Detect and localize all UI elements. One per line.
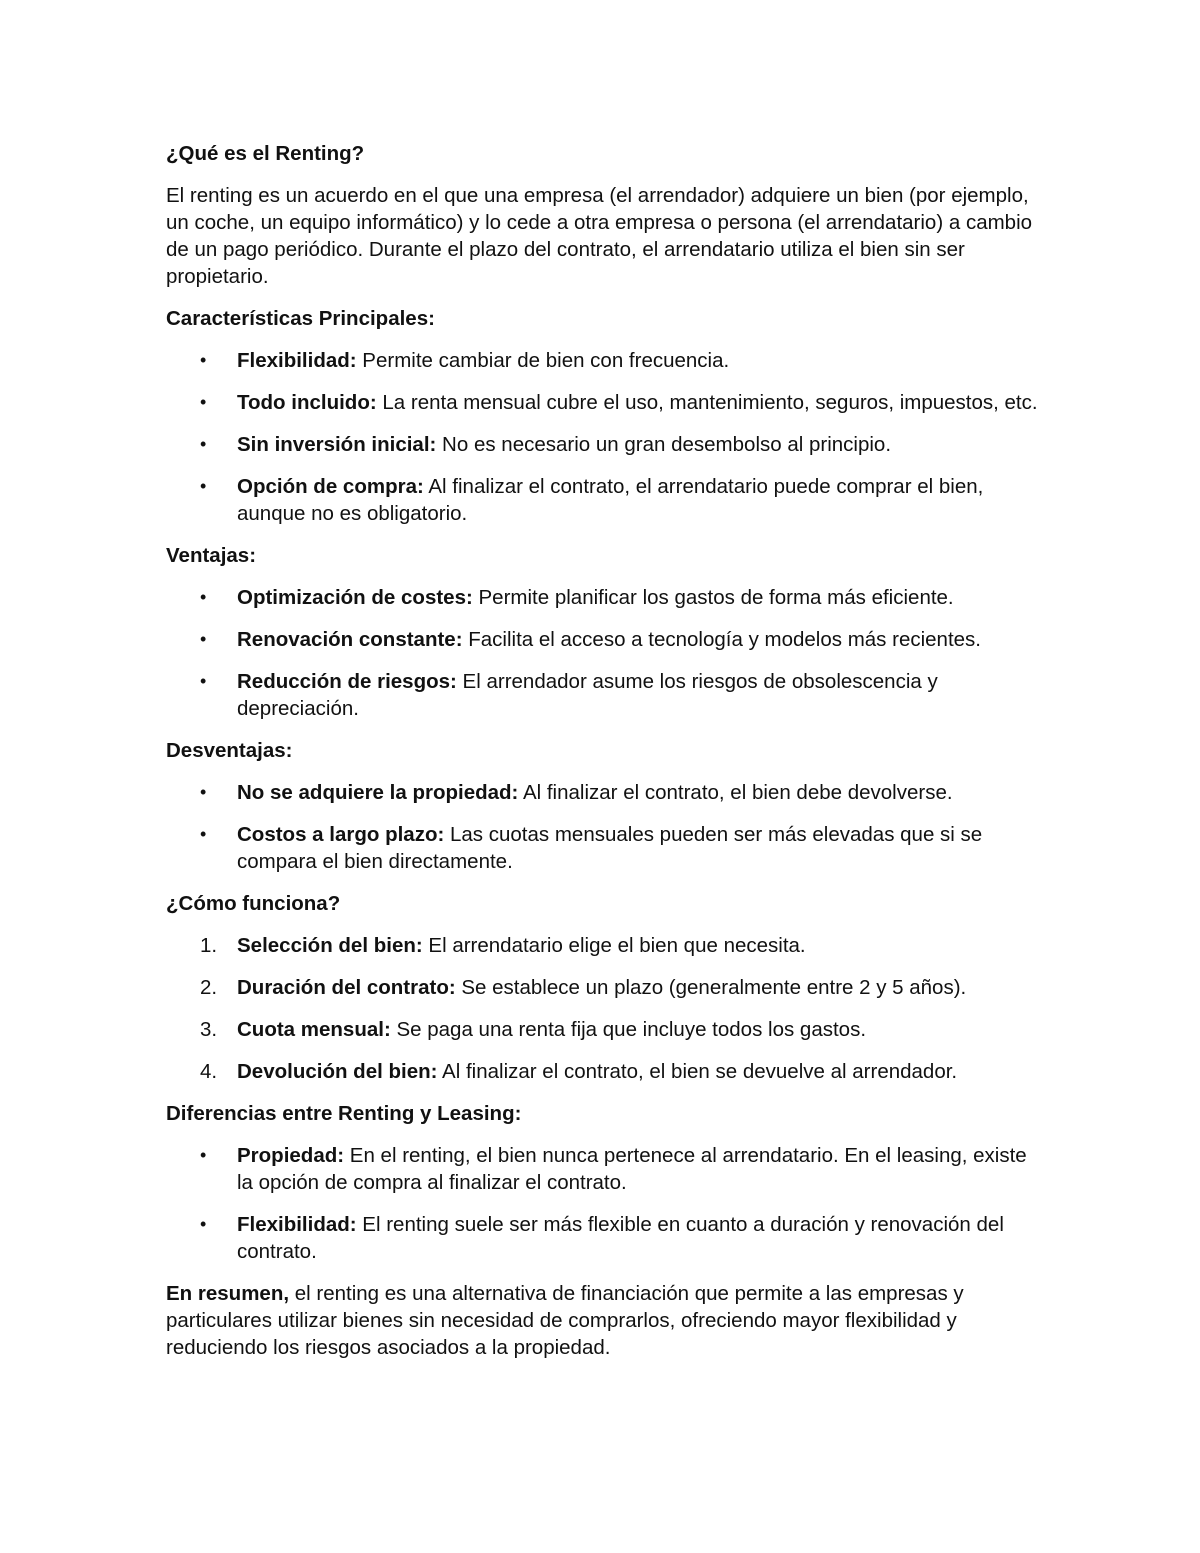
item-text: La renta mensual cubre el uso, mantenimiento, seguros, impuestos, etc. — [376, 391, 1038, 414]
bullet-icon: • — [200, 1145, 207, 1165]
item-text: No es necesario un gran desembolso al principio. — [436, 433, 892, 456]
summary-term: En resumen, — [166, 1282, 290, 1305]
item-term: Optimización de costes: — [237, 586, 473, 609]
item-number: 2. — [200, 976, 218, 999]
item-text: En el renting, el bien nunca pertenece al arrendatario. En el leasing, existe la opción de compra al finalizar el contrato. — [237, 1144, 1027, 1194]
ventajas-list — [166, 584, 1046, 722]
heading-diferencias: Diferencias entre Renting y Leasing: — [166, 1102, 522, 1125]
list-item — [166, 1211, 1046, 1265]
item-term: Todo incluido: — [237, 391, 377, 414]
item-term: No se adquiere la propiedad: — [237, 781, 519, 804]
item-text: El arrendatario elige el bien que necesita. — [422, 934, 806, 957]
desventajas-list — [166, 779, 1046, 875]
item-term: Selección del bien: — [237, 934, 423, 957]
funciona-list — [166, 932, 1046, 1085]
item-term: Costos a largo plazo: — [237, 823, 445, 846]
item-term: Cuota mensual: — [237, 1018, 391, 1041]
list-item — [166, 974, 1046, 1001]
bullet-icon: • — [200, 1214, 207, 1234]
diferencias-list — [166, 1142, 1046, 1265]
document-page — [166, 140, 1046, 1376]
heading-desventajas: Desventajas: — [166, 739, 293, 762]
bullet-icon: • — [200, 434, 207, 454]
item-text: Permite cambiar de bien con frecuencia. — [356, 349, 730, 372]
item-number: 3. — [200, 1018, 218, 1041]
item-text: Las cuotas mensuales pueden ser más elevadas que si se compara el bien directamente. — [237, 823, 983, 873]
list-item — [166, 584, 1046, 611]
item-text: Al finalizar el contrato, el bien debe devolverse. — [518, 781, 953, 804]
caracteristicas-list — [166, 347, 1046, 527]
bullet-icon: • — [200, 629, 207, 649]
item-term: Flexibilidad: — [237, 1213, 357, 1236]
item-term: Reducción de riesgos: — [237, 670, 457, 693]
bullet-icon: • — [200, 476, 207, 496]
summary-paragraph — [166, 1280, 1046, 1361]
list-item — [166, 626, 1046, 653]
list-item — [166, 668, 1046, 722]
list-item — [166, 821, 1046, 875]
heading-caracteristicas: Características Principales: — [166, 307, 435, 330]
list-item — [166, 389, 1046, 416]
list-item — [166, 1058, 1046, 1085]
item-term: Duración del contrato: — [237, 976, 456, 999]
bullet-icon: • — [200, 782, 207, 802]
item-term: Sin inversión inicial: — [237, 433, 437, 456]
item-term: Renovación constante: — [237, 628, 463, 651]
item-text: Se paga una renta fija que incluye todos los gastos. — [390, 1018, 867, 1041]
list-item — [166, 779, 1046, 806]
item-text: El renting suele ser más flexible en cuanto a duración y renovación del contrato. — [237, 1213, 1004, 1263]
item-text: Al finalizar el contrato, el arrendatario puede comprar el bien, aunque no es obligatorio. — [237, 475, 984, 525]
bullet-icon: • — [200, 392, 207, 412]
item-text: Facilita el acceso a tecnología y modelos más recientes. — [462, 628, 981, 651]
item-term: Flexibilidad: — [237, 349, 357, 372]
heading-que-es: ¿Qué es el Renting? — [166, 142, 365, 165]
bullet-icon: • — [200, 824, 207, 844]
list-item — [166, 347, 1046, 374]
item-term: Opción de compra: — [237, 475, 424, 498]
summary-text: el renting es una alternativa de financiación que permite a las empresas y particulares utilizar bienes sin necesidad de comprarlos, ofreciendo mayor flexibilidad y reduciendo los riesgos asociados a la propiedad. — [166, 1282, 964, 1359]
heading-ventajas: Ventajas: — [166, 544, 257, 567]
heading-como-funciona: ¿Cómo funciona? — [166, 892, 341, 915]
list-item — [166, 431, 1046, 458]
item-term: Devolución del bien: — [237, 1060, 438, 1083]
list-item — [166, 1142, 1046, 1196]
item-text: Al finalizar el contrato, el bien se devuelve al arrendador. — [437, 1060, 958, 1083]
item-text: El arrendador asume los riesgos de obsolescencia y depreciación. — [237, 670, 938, 720]
item-text: Se establece un plazo (generalmente entre 2 y 5 años). — [455, 976, 967, 999]
bullet-icon: • — [200, 587, 207, 607]
item-term: Propiedad: — [237, 1144, 345, 1167]
bullet-icon: • — [200, 350, 207, 370]
item-text: Permite planificar los gastos de forma más eficiente. — [472, 586, 954, 609]
item-number: 1. — [200, 934, 218, 957]
list-item — [166, 1016, 1046, 1043]
bullet-icon: • — [200, 671, 207, 691]
item-number: 4. — [200, 1060, 218, 1083]
list-item — [166, 473, 1046, 527]
list-item — [166, 932, 1046, 959]
intro-paragraph: El renting es un acuerdo en el que una empresa (el arrendador) adquiere un bien (por ejemplo, un coche, un equipo informático) y lo cede a otra empresa o persona (el arrendatario) a cambio de un pago periódico. Durante el plazo del contrato, el arrendatario utiliza el bien sin ser propietario. — [166, 184, 1033, 288]
